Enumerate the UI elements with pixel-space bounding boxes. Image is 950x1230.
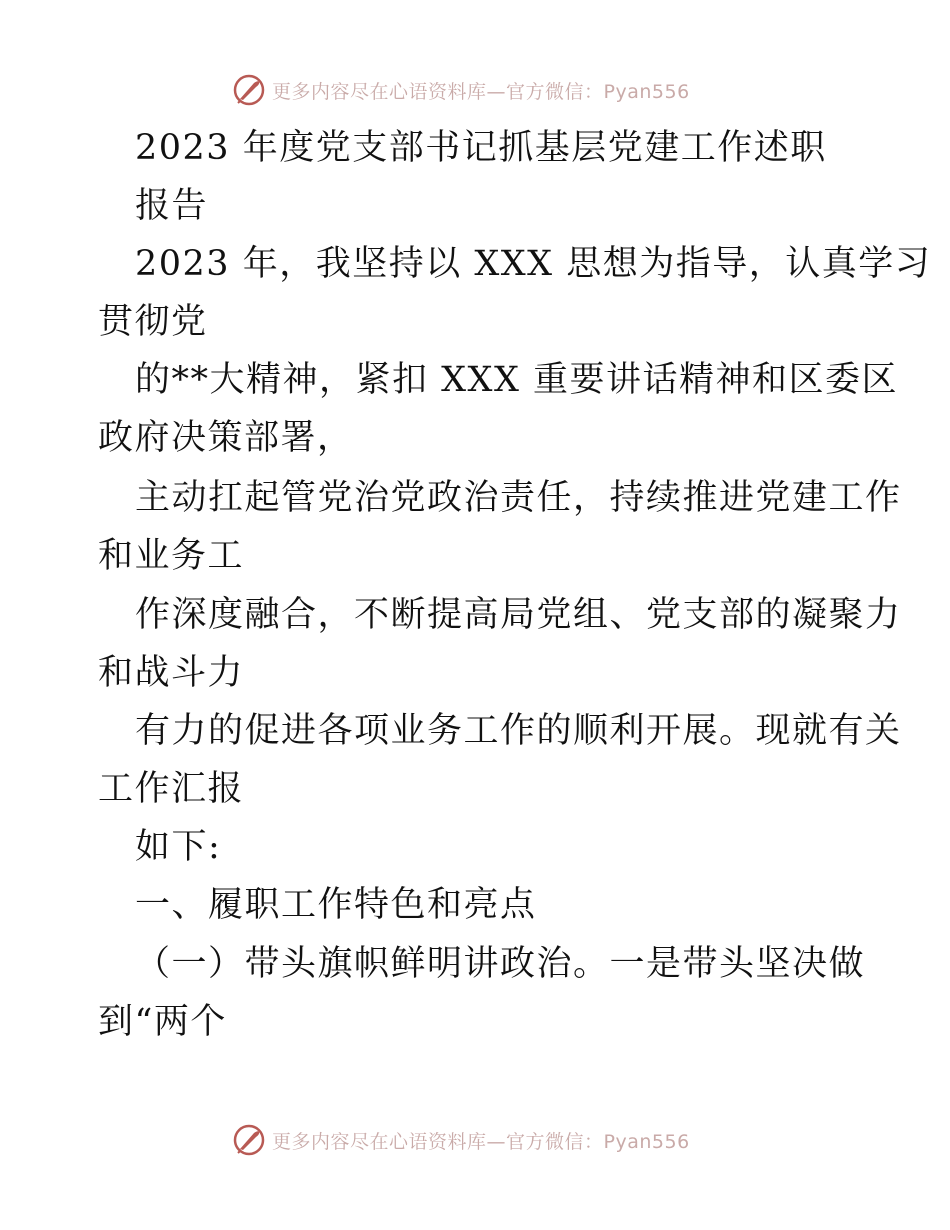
doc-title-line-2: 报告 bbox=[135, 186, 209, 226]
watermark-header bbox=[232, 72, 690, 108]
quill-seal-icon bbox=[232, 1123, 266, 1157]
paragraph-line: 和战斗力 bbox=[98, 653, 245, 693]
paragraph-line: 主动扛起管党治党政治责任，持续推进党建工作 bbox=[135, 478, 902, 518]
watermark-footer bbox=[232, 1122, 690, 1158]
paragraph-line: 和业务工 bbox=[98, 536, 245, 576]
section-heading: 一、履职工作特色和亮点 bbox=[135, 885, 537, 925]
paragraph-line: 工作汇报 bbox=[98, 769, 245, 809]
paragraph-line: 的**大精神，紧扣 XXX 重要讲话精神和区委区 bbox=[135, 360, 899, 400]
paragraph-line: 2023 年，我坚持以 XXX 思想为指导，认真学习 bbox=[135, 244, 932, 284]
subsection-heading-line: （一）带头旗帜鲜明讲政治。一是带头坚决做 bbox=[135, 944, 866, 984]
paragraph-line: 如下: bbox=[135, 827, 222, 867]
paragraph-line: 政府决策部署， bbox=[98, 418, 354, 458]
watermark-text: 更多内容尽在心语资料库—官方微信：Pyan556 bbox=[272, 80, 690, 103]
paragraph-line: 到“两个 bbox=[98, 1002, 227, 1042]
paragraph-line: 贯彻党 bbox=[98, 302, 208, 342]
quill-seal-icon bbox=[232, 73, 266, 107]
paragraph-line: 作深度融合，不断提高局党组、党支部的凝聚力 bbox=[135, 595, 902, 635]
doc-title-line-1: 2023 年度党支部书记抓基层党建工作述职 bbox=[135, 128, 827, 168]
paragraph-line: 有力的促进各项业务工作的顺利开展。现就有关 bbox=[135, 711, 902, 751]
watermark-text: 更多内容尽在心语资料库—官方微信：Pyan556 bbox=[272, 1130, 690, 1153]
